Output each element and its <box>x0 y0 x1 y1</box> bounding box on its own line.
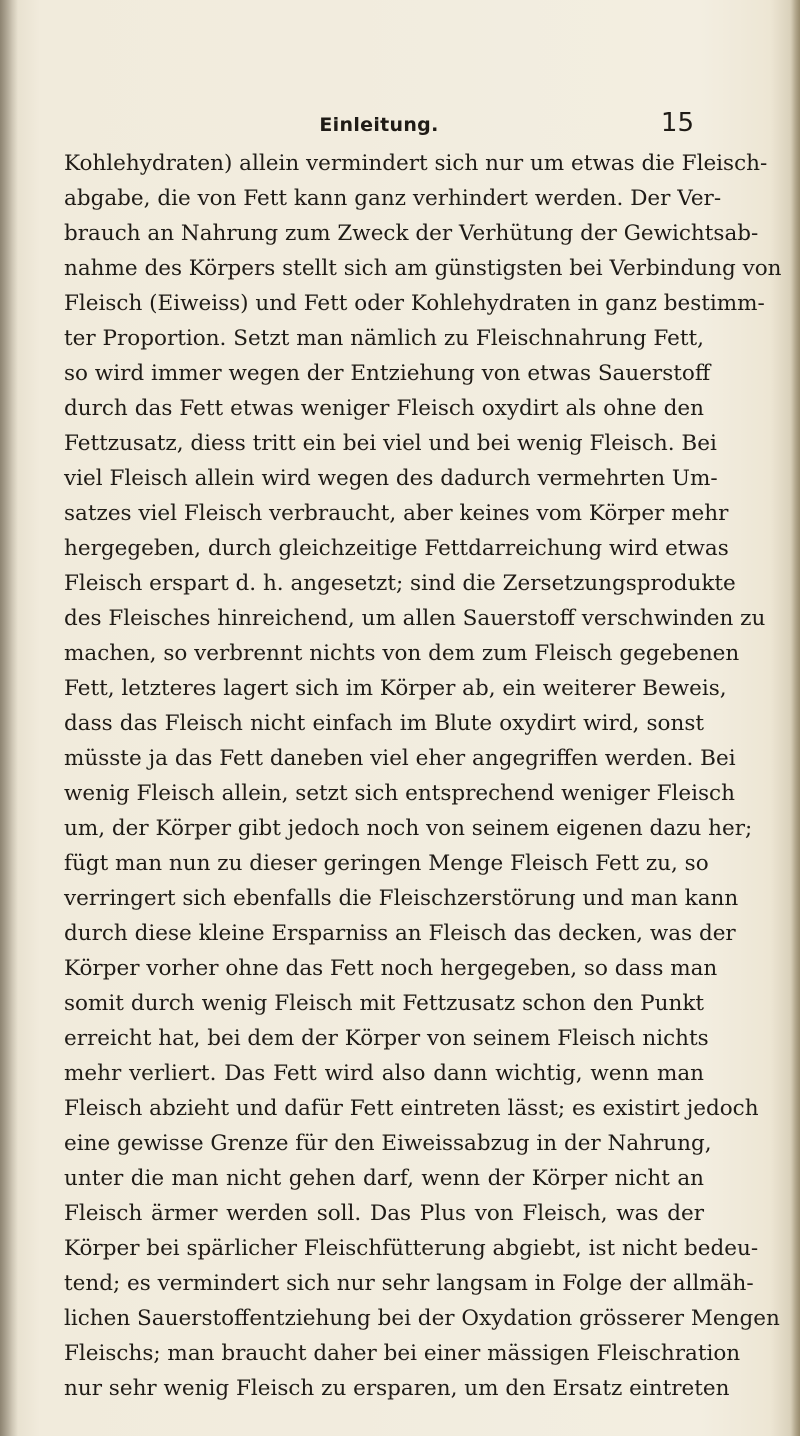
text-line: erreicht hat, bei dem der Körper von seinem Fleisch nichts <box>64 1026 709 1051</box>
text-line: nur sehr wenig Fleisch zu ersparen, um den Ersatz eintreten <box>64 1376 730 1401</box>
text-line: lichen Sauerstoffentziehung bei der Oxydation grösserer Mengen <box>64 1306 780 1331</box>
text-line: machen, so verbrennt nichts von dem zum Fleisch gegebenen <box>64 641 740 666</box>
text-line: durch diese kleine Ersparniss an Fleisch das decken, was der <box>64 921 736 946</box>
text-line: Kohlehydraten) allein vermindert sich nur um etwas die Fleisch- <box>64 151 768 176</box>
text-line: mehr verliert. Das Fett wird also dann wichtig, wenn man <box>64 1061 704 1086</box>
text-line: Fleisch erspart d. h. angesetzt; sind die Zersetzungsprodukte <box>64 571 736 596</box>
text-line: müsste ja das Fett daneben viel eher angegriffen werden. Bei <box>64 746 736 771</box>
text-line: wenig Fleisch allein, setzt sich entsprechend weniger Fleisch <box>64 781 735 806</box>
text-line: des Fleisches hinreichend, um allen Sauerstoff verschwinden zu <box>64 606 766 631</box>
text-line: Körper bei spärlicher Fleischfütterung abgiebt, ist nicht bedeu- <box>64 1236 759 1261</box>
binding-gutter-shadow <box>0 0 18 1436</box>
text-line: unter die man nicht gehen darf, wenn der Körper nicht an <box>64 1166 704 1191</box>
text-line: eine gewisse Grenze für den Eiweissabzug in der Nahrung, <box>64 1131 712 1156</box>
page-number: 15 <box>660 108 694 138</box>
text-line: dass das Fleisch nicht einfach im Blute oxydirt wird, sonst <box>64 711 704 736</box>
text-line: Fleisch ärmer werden soll. Das Plus von Fleisch, was der <box>64 1201 704 1226</box>
text-line: viel Fleisch allein wird wegen des dadurch vermehrten Um- <box>64 466 718 491</box>
text-line: so wird immer wegen der Entziehung von etwas Sauerstoff <box>64 361 711 386</box>
body-text <box>64 146 782 1406</box>
text-line: Körper vorher ohne das Fett noch hergegeben, so dass man <box>64 956 718 981</box>
text-line: verringert sich ebenfalls die Fleischzerstörung und man kann <box>64 886 739 911</box>
text-line: ter Proportion. Setzt man nämlich zu Fleischnahrung Fett, <box>64 326 704 351</box>
text-line: Fett, letzteres lagert sich im Körper ab, ein weiterer Beweis, <box>64 676 727 701</box>
running-title: Einleitung. <box>319 114 439 136</box>
text-line: brauch an Nahrung zum Zweck der Verhütung der Gewichtsab- <box>64 221 759 246</box>
text-line: durch das Fett etwas weniger Fleisch oxydirt als ohne den <box>64 396 704 421</box>
text-line: Fettzusatz, diess tritt ein bei viel und bei wenig Fleisch. Bei <box>64 431 717 456</box>
text-line: um, der Körper gibt jedoch noch von seinem eigenen dazu her; <box>64 816 753 841</box>
text-line: tend; es vermindert sich nur sehr langsam in Folge der allmäh- <box>64 1271 754 1296</box>
page-header <box>64 104 694 144</box>
text-line: abgabe, die von Fett kann ganz verhindert werden. Der Ver- <box>64 186 722 211</box>
text-line: Fleisch abzieht und dafür Fett eintreten lässt; es existirt jedoch <box>64 1096 759 1121</box>
text-line: somit durch wenig Fleisch mit Fettzusatz schon den Punkt <box>64 991 704 1016</box>
text-line: Fleisch (Eiweiss) und Fett oder Kohlehydraten in ganz bestimm- <box>64 291 765 316</box>
text-line: satzes viel Fleisch verbraucht, aber keines vom Körper mehr <box>64 501 729 526</box>
text-line: hergegeben, durch gleichzeitige Fettdarreichung wird etwas <box>64 536 729 561</box>
text-line: nahme des Körpers stellt sich am günstigsten bei Verbindung von <box>64 256 782 281</box>
text-line: Fleischs; man braucht daher bei einer mässigen Fleischration <box>64 1341 741 1366</box>
page-right-edge <box>790 0 800 1436</box>
text-line: fügt man nun zu dieser geringen Menge Fleisch Fett zu, so <box>64 851 709 876</box>
